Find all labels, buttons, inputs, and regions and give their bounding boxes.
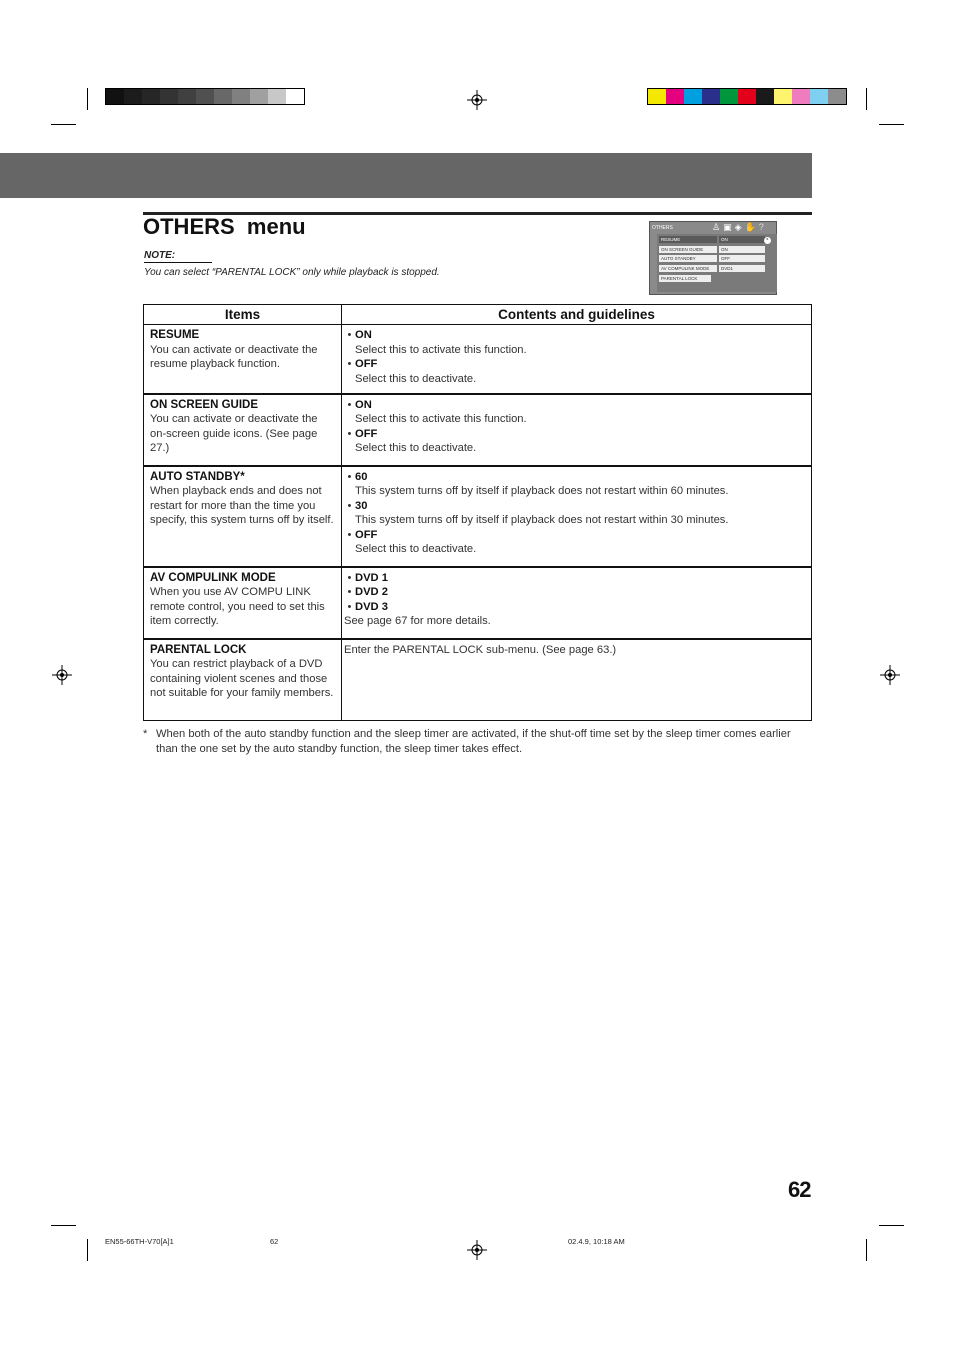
registration-mark-icon: [467, 90, 487, 110]
osd-row-value: OFF: [719, 255, 765, 262]
color-swatch: [774, 89, 792, 104]
option-name: DVD 2: [355, 586, 388, 598]
table-row: [144, 394, 812, 466]
option: • DVD 1: [347, 571, 388, 584]
osd-preview: [649, 221, 777, 295]
color-swatch: [756, 89, 774, 104]
header-band: [0, 153, 812, 198]
option: • DVD 3: [347, 600, 388, 613]
option: • OFF: [347, 358, 378, 370]
table-row: [144, 466, 812, 567]
option: • ON: [347, 398, 372, 411]
color-swatch: [738, 89, 756, 104]
content-cell: [342, 466, 812, 567]
option: • OFF: [347, 528, 378, 541]
crop-mark: [879, 1225, 904, 1226]
item-desc: You can activate or deactivate the on-screen guide icons. (See page 27.): [150, 413, 318, 455]
color-swatch: [106, 89, 124, 104]
footnote-text: When both of the auto standby function and the sleep timer are activated, if the shut-off time set by the sleep timer comes earlier than the one set by the auto standby function, the sleep timer takes effect.: [156, 728, 791, 755]
registration-mark-icon: [880, 665, 900, 685]
note-label: NOTE:: [144, 250, 176, 261]
speaker-icon: ◈: [734, 222, 742, 232]
registration-mark-icon: [52, 665, 72, 685]
items-header: Items: [144, 305, 342, 325]
crop-mark: [879, 124, 904, 125]
color-swatch: [648, 89, 666, 104]
option: • OFF: [347, 427, 378, 440]
osd-row-label: PARENTAL LOCK: [659, 275, 711, 282]
osd-icon-row: [712, 222, 764, 233]
option-name: OFF: [355, 358, 378, 370]
option-name: 60: [355, 470, 368, 483]
option: • DVD 2: [347, 586, 388, 598]
slug-page: 62: [270, 1237, 279, 1246]
note-underline: [144, 262, 212, 263]
osd-row-label: ON SCREEN GUIDE: [659, 246, 717, 253]
osd-row: [659, 275, 713, 282]
person-icon: ♙: [712, 222, 721, 232]
slug-datetime: 02.4.9, 10:18 AM: [568, 1237, 625, 1246]
color-swatch: [196, 89, 214, 104]
option-name: OFF: [355, 528, 378, 541]
content-extra: See page 67 for more details.: [344, 615, 491, 627]
contents-header: Contents and guidelines: [342, 305, 812, 325]
crop-mark: [51, 124, 76, 125]
osd-title: OTHERS: [652, 225, 673, 231]
option-desc: This system turns off by itself if playback does not restart within 60 minutes.: [355, 485, 729, 497]
item-desc: When you use AV COMPU LINK remote control, you need to set this item correctly.: [150, 586, 325, 628]
content-cell: [342, 325, 812, 394]
crop-mark: [866, 1239, 867, 1261]
item-cell: [144, 567, 342, 639]
option-name: DVD 3: [355, 600, 388, 613]
option-name: ON: [355, 329, 372, 341]
disc-icon: ▣: [723, 222, 732, 232]
osd-row-label: RESUME: [659, 236, 717, 243]
item-cell: [144, 394, 342, 466]
page-number: 62: [788, 1177, 811, 1202]
table-row: [144, 325, 812, 394]
crop-mark: [87, 88, 88, 110]
osd-row-label: AUTO STANDBY: [659, 255, 717, 262]
color-swatch: [178, 89, 196, 104]
item-cell: [144, 325, 342, 394]
color-swatch: [286, 89, 304, 104]
osd-row: [659, 255, 765, 262]
osd-row-value: ON: [719, 246, 765, 253]
note-text: You can select “PARENTAL LOCK” only while playback is stopped.: [144, 267, 440, 278]
color-calibration-bar: [647, 88, 847, 105]
item-desc: You can restrict playback of a DVD containing violent scenes and those not suitable for your family members.: [150, 658, 334, 700]
color-swatch: [250, 89, 268, 104]
item-name: RESUME: [150, 329, 200, 341]
color-swatch: [792, 89, 810, 104]
color-swatch: [124, 89, 142, 104]
table-row: [144, 639, 812, 721]
option: • ON: [347, 329, 372, 341]
option-desc: Select this to activate this function.: [355, 343, 527, 356]
osd-row-value: ON: [719, 236, 765, 243]
osd-row-value: DVD1: [719, 265, 765, 272]
color-swatch: [666, 89, 684, 104]
item-desc: You can activate or deactivate the resume playback function.: [150, 343, 318, 371]
crop-mark: [51, 1225, 76, 1226]
osd-row: [659, 236, 765, 243]
color-swatch: [214, 89, 232, 104]
page-title: OTHERS menu: [143, 214, 306, 239]
item-name: PARENTAL LOCK: [150, 643, 247, 656]
color-swatch: [702, 89, 720, 104]
footnote-mark: *: [143, 728, 148, 740]
option-name: ON: [355, 398, 372, 411]
item-desc: When playback ends and does not restart for more than the time you specify, this system turns off by itself.: [150, 485, 334, 527]
item-name: ON SCREEN GUIDE: [150, 398, 258, 411]
color-swatch: [268, 89, 286, 104]
slug-file: EN55-66TH-V70[A]1: [105, 1237, 174, 1246]
color-swatch: [828, 89, 846, 104]
color-swatch: [160, 89, 178, 104]
osd-row: [659, 265, 765, 272]
content-extra: Enter the PARENTAL LOCK sub-menu. (See page 63.): [344, 643, 617, 656]
grayscale-calibration-bar: [105, 88, 305, 105]
option-name: 30: [355, 499, 368, 512]
option-desc: Select this to deactivate.: [355, 442, 477, 454]
color-swatch: [232, 89, 250, 104]
osd-menu-panel: [657, 234, 777, 292]
guide-table: [143, 304, 812, 721]
option-name: DVD 1: [355, 571, 388, 584]
option-desc: Select this to deactivate.: [355, 543, 477, 555]
hand-icon: ✋: [744, 222, 756, 232]
item-name: AUTO STANDBY*: [150, 470, 245, 483]
item-name: AV COMPULINK MODE: [150, 571, 276, 584]
content-cell: [342, 567, 812, 639]
color-swatch: [142, 89, 160, 104]
option-desc: This system turns off by itself if playback does not restart within 30 minutes.: [355, 514, 729, 526]
content-cell: [342, 394, 812, 466]
question-icon: ?: [758, 222, 764, 232]
item-cell: [144, 639, 342, 721]
cursor-icon: ‣: [764, 237, 771, 244]
item-cell: [144, 466, 342, 567]
option-name: OFF: [355, 427, 378, 440]
content-cell: [342, 639, 812, 721]
color-swatch: [684, 89, 702, 104]
registration-mark-icon: [467, 1240, 487, 1260]
osd-row: [659, 246, 765, 253]
crop-mark: [866, 88, 867, 110]
footnote: [143, 727, 813, 756]
color-swatch: [810, 89, 828, 104]
color-swatch: [720, 89, 738, 104]
option-desc: Select this to activate this function.: [355, 413, 527, 425]
crop-mark: [87, 1239, 88, 1261]
table-row: [144, 567, 812, 639]
option: • 60: [347, 470, 368, 483]
osd-row-label: AV COMPULINK MODE: [659, 265, 717, 272]
option-desc: Select this to deactivate.: [355, 372, 477, 385]
option: • 30: [347, 499, 368, 512]
